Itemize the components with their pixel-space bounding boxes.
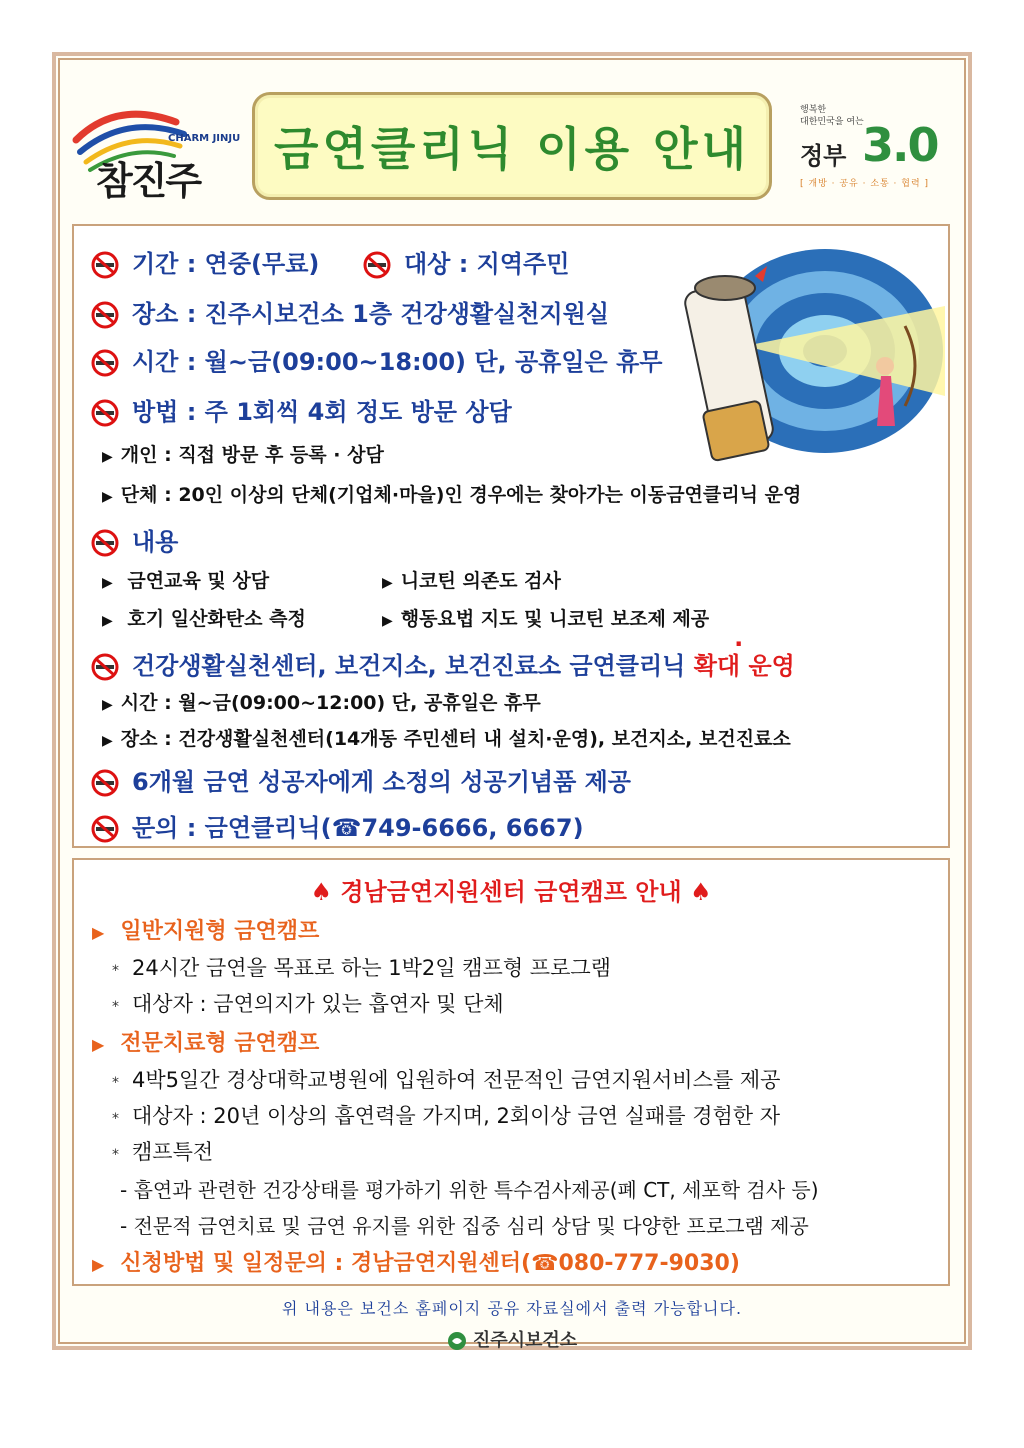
camp-apply: 신청방법 및 일정문의 : 경남금연지원센터(☎080-777-9030) <box>120 1251 740 1276</box>
no-smoking-icon <box>90 528 120 558</box>
clinic-expand-text: 건강생활실천센터, 보건지소, 보건진료소 금연클리닉 <box>132 652 686 680</box>
no-smoking-icon <box>362 250 392 280</box>
triangle-bullet-icon: ▶ <box>102 733 113 749</box>
gov30-logo <box>800 104 950 194</box>
clinic-method-row <box>90 392 512 428</box>
camp-expert-3a: - 흡연과 관련한 건강상태를 평가하기 위한 특수검사제공(폐 CT, 세포학 검사 등) <box>120 1178 819 1202</box>
clinic-expand-highlight: · 확대 운영 <box>694 652 795 680</box>
gov30-tagline: [ 개방 · 공유 · 소통 · 협력 ] <box>800 179 930 189</box>
gov30-small-line2: 대한민국을 여는 <box>800 117 864 127</box>
orange-triangle-icon: ▶ <box>92 1035 105 1054</box>
camp-expert-3b: - 전문적 금연치료 및 금연 유지를 위한 집중 심리 상담 및 다양한 프로그램 제공 <box>120 1214 809 1238</box>
clinic-place-row <box>90 294 609 330</box>
clinic-place-text: 장소 : 진주시보건소 1층 건강생활실천지원실 <box>132 300 610 328</box>
expand-time-text: 시간 : 월~금(09:00~12:00) 단, 공휴일은 휴무 <box>120 692 541 714</box>
camp-expert-3-row <box>112 1136 213 1166</box>
triangle-bullet-icon: ▶ <box>102 575 113 591</box>
camp-expert-3: 캠프특전 <box>132 1140 214 1164</box>
camp-general-2-row <box>112 988 504 1018</box>
clinic-period-text: 기간 : 연중(무료) <box>132 250 320 278</box>
method-group-row <box>102 480 801 507</box>
camp-general-title-row <box>92 914 319 945</box>
triangle-bullet-icon: ▶ <box>102 489 113 505</box>
clinic-target-row <box>362 244 569 280</box>
asterisk-bullet-icon: * <box>112 1111 119 1127</box>
expand-place-text: 장소 : 건강생활실천센터(14개동 주민센터 내 설치·운영), 보건지소, 보건진료소 <box>120 728 791 750</box>
method-individual-row <box>102 440 384 467</box>
triangle-bullet-icon: ▶ <box>102 613 113 629</box>
camp-expert-2-row <box>112 1100 780 1130</box>
asterisk-bullet-icon: * <box>112 999 119 1015</box>
camp-title: ♠ 경남금연지원센터 금연캠프 안내 ♠ <box>310 878 712 906</box>
logo-left-main-text: 참진주 <box>96 158 201 203</box>
triangle-bullet-icon: ▶ <box>382 575 393 591</box>
camp-expert-title-row <box>92 1026 319 1057</box>
asterisk-bullet-icon: * <box>112 963 119 979</box>
footer-note: 위 내용은 보건소 홈페이지 공유 자료실에서 출력 가능합니다. <box>281 1299 743 1318</box>
asterisk-bullet-icon: * <box>112 1075 119 1091</box>
no-smoking-icon <box>90 398 120 428</box>
expand-time-row <box>102 688 541 715</box>
content-item-1-row <box>102 566 269 593</box>
triangle-bullet-icon: ▶ <box>102 697 113 713</box>
camp-general-1: 24시간 금연을 목표로 하는 1박2일 캠프형 프로그램 <box>132 956 611 980</box>
no-smoking-icon <box>90 348 120 378</box>
clinic-reward-row <box>90 762 631 798</box>
clinic-contact-text: 문의 : 금연클리닉(☎749-6666, 6667) <box>132 814 584 842</box>
no-smoking-icon <box>90 250 120 280</box>
clinic-time-text: 시간 : 월~금(09:00~18:00) 단, 공휴일은 휴무 <box>132 348 663 376</box>
content-item-3: 호기 일산화탄소 측정 <box>127 608 306 630</box>
content-item-2: 니코틴 의존도 검사 <box>400 570 561 592</box>
footer-org-text: 진주시보건소 <box>472 1330 578 1351</box>
content-item-4: 행동요법 지도 및 니코틴 보조제 제공 <box>400 608 710 630</box>
camp-expert-title: 전문치료형 금연캠프 <box>120 1031 320 1056</box>
clinic-content-text: 내용 <box>132 528 179 556</box>
clinic-period-row <box>90 244 319 280</box>
health-center-logo-icon <box>447 1331 467 1351</box>
camp-expert-1-row <box>112 1064 780 1094</box>
title-box <box>252 92 772 200</box>
camp-general-2: 대상자 : 금연의지가 있는 흡연자 및 단체 <box>132 992 504 1016</box>
camp-general-1-row <box>112 952 611 982</box>
no-smoking-icon <box>90 652 120 682</box>
gov30-small-line1: 행복한 <box>800 105 827 115</box>
clinic-method-text: 방법 : 주 1회씩 4회 정도 방문 상담 <box>132 398 512 426</box>
clinic-expand-row <box>90 646 795 682</box>
no-smoking-icon <box>90 300 120 330</box>
camp-expert-1: 4박5일간 경상대학교병원에 입원하여 전문적인 금연지원서비스를 제공 <box>132 1068 781 1092</box>
method-group-text: 단체 : 20인 이상의 단체(기업체·마을)인 경우에는 찾아가는 이동금연클리닉 운영 <box>120 484 802 506</box>
orange-triangle-icon: ▶ <box>92 1255 105 1274</box>
gov30-number: 3.0 <box>862 118 938 172</box>
asterisk-bullet-icon: * <box>112 1147 119 1163</box>
cigarette-archer-illustration-icon <box>655 236 945 466</box>
triangle-bullet-icon: ▶ <box>382 613 393 629</box>
page-title: 금연클리닉 이용 안내 <box>274 122 750 176</box>
logo-left-small-text: CHARM JINJU <box>168 133 241 144</box>
footer-org <box>0 1326 1024 1352</box>
no-smoking-icon <box>90 814 120 844</box>
expand-place-row <box>102 724 791 751</box>
content-item-4-row <box>382 604 709 631</box>
clinic-reward-text: 6개월 금연 성공자에게 소정의 성공기념품 제공 <box>132 768 631 796</box>
content-item-2-row <box>382 566 561 593</box>
orange-triangle-icon: ▶ <box>92 923 105 942</box>
camp-expert-2: 대상자 : 20년 이상의 흡연력을 가지며, 2회이상 금연 실패를 경험한 자 <box>132 1104 781 1128</box>
camp-apply-row <box>92 1246 740 1277</box>
triangle-bullet-icon: ▶ <box>102 449 113 465</box>
camp-general-title: 일반지원형 금연캠프 <box>120 919 320 944</box>
content-item-3-row <box>102 604 306 631</box>
gov30-gov-text: 정부 <box>800 142 847 170</box>
content-item-1: 금연교육 및 상담 <box>127 570 270 592</box>
clinic-contact-row <box>90 808 584 844</box>
gov30-small-text <box>800 104 864 128</box>
no-smoking-icon <box>90 768 120 798</box>
method-individual-text: 개인 : 직접 방문 후 등록 · 상담 <box>120 444 384 466</box>
clinic-target-text: 대상 : 지역주민 <box>404 250 570 278</box>
clinic-content-row <box>90 522 178 558</box>
clinic-time-row <box>90 342 662 378</box>
